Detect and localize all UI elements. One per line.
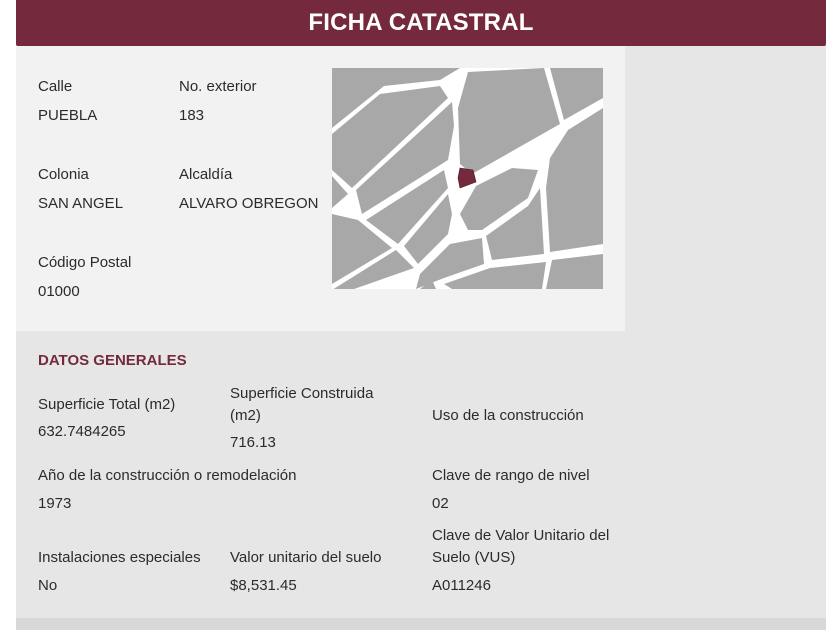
page-title: FICHA CATASTRAL bbox=[308, 9, 534, 36]
clave-vus-label: Clave de Valor Unitario del bbox=[432, 527, 610, 544]
clave-rango-nivel-label: Clave de rango de nivel bbox=[432, 467, 590, 484]
no-exterior-value: 183 bbox=[179, 107, 205, 124]
header-bar bbox=[16, 0, 826, 46]
superficie-construida-label: Superficie Construida bbox=[230, 385, 374, 402]
calle-label: Calle bbox=[38, 78, 73, 95]
anio-construccion-value: 1973 bbox=[38, 495, 72, 512]
anio-construccion-label: Año de la construcción o remodelación bbox=[38, 467, 297, 484]
alcaldia-label: Alcaldía bbox=[179, 166, 233, 183]
uso-construccion-label: Uso de la construcción bbox=[432, 407, 584, 424]
superficie-construida-label-line2: (m2) bbox=[230, 407, 261, 424]
map-svg bbox=[332, 68, 603, 289]
colonia-label: Colonia bbox=[38, 166, 89, 183]
ficha-catastral-card bbox=[16, 0, 826, 630]
instalaciones-especiales-value: No bbox=[38, 577, 58, 594]
calle-value: PUEBLA bbox=[38, 107, 98, 124]
valor-unitario-suelo-value: $8,531.45 bbox=[230, 577, 297, 594]
superficie-total-label: Superficie Total (m2) bbox=[38, 396, 176, 413]
card-bottom-strip bbox=[16, 618, 826, 630]
valor-unitario-suelo-label: Valor unitario del suelo bbox=[230, 549, 382, 566]
superficie-construida-value: 716.13 bbox=[230, 434, 276, 451]
location-panel bbox=[16, 46, 625, 331]
codigo-postal-value: 01000 bbox=[38, 283, 80, 300]
alcaldia-value: ALVARO OBREGON bbox=[179, 195, 319, 212]
datos-generales-title: DATOS GENERALES bbox=[38, 352, 187, 369]
codigo-postal-label: Código Postal bbox=[38, 254, 132, 271]
clave-vus-value: A011246 bbox=[432, 577, 491, 594]
clave-vus-label-line2: Suelo (VUS) bbox=[432, 549, 516, 566]
parcel-map[interactable] bbox=[332, 68, 603, 289]
clave-rango-nivel-value: 02 bbox=[432, 495, 449, 512]
no-exterior-label: No. exterior bbox=[179, 78, 257, 95]
colonia-value: SAN ANGEL bbox=[38, 195, 124, 212]
instalaciones-especiales-label: Instalaciones especiales bbox=[38, 549, 201, 566]
superficie-total-value: 632.7484265 bbox=[38, 423, 126, 440]
